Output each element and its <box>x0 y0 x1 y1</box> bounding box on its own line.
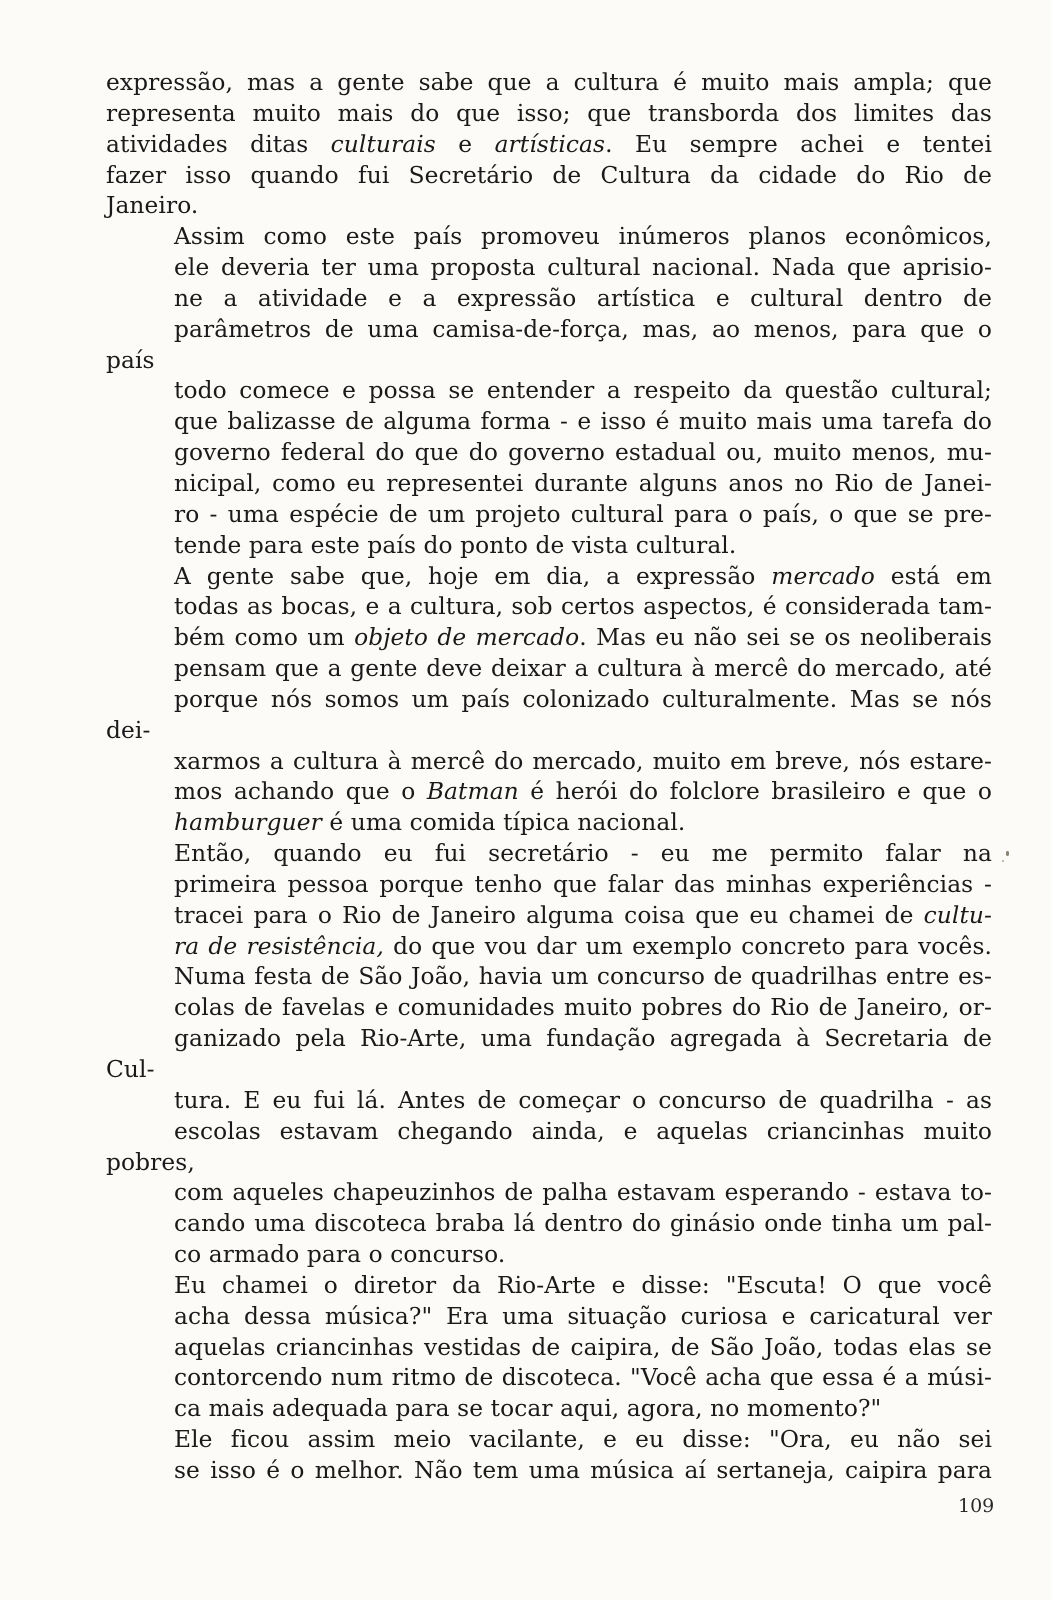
text-line <box>106 1333 992 1364</box>
text-line <box>106 592 992 623</box>
text-line <box>106 500 992 531</box>
text-segment: Eu chamei o diretor da Rio-Arte e disse: "Escuta! O que você <box>174 1271 992 1299</box>
text-segment: Assim como este país promoveu inúmeros planos econômicos, <box>174 223 992 251</box>
text-segment: que balizasse de alguma forma - e isso é muito mais uma tarefa do <box>174 408 992 436</box>
text-line <box>106 438 992 469</box>
text-segment: ganizado pela Rio-Arte, uma fundação agregada à Secretaria de Cul- <box>106 1025 992 1083</box>
text-line <box>106 191 992 222</box>
text-line <box>106 407 992 438</box>
text-line <box>106 1086 992 1117</box>
text-segment: acha dessa música?" Era uma situação curiosa e caricatural ver <box>174 1302 992 1330</box>
paragraph <box>106 1425 992 1487</box>
italic-text: objeto de mercado <box>354 624 580 652</box>
text-segment: é herói do folclore brasileiro e que o <box>518 778 992 806</box>
text-line <box>106 1024 992 1086</box>
text-line <box>106 1209 992 1240</box>
text-segment: colas de favelas e comunidades muito pobres do Rio de Janeiro, or- <box>174 994 992 1022</box>
text-segment: parâmetros de uma camisa-de-força, mas, ao menos, para que o país <box>106 315 992 374</box>
text-segment: se isso é o melhor. Não tem uma música aí sertaneja, caipira para <box>174 1456 992 1484</box>
body-text <box>106 68 992 1487</box>
paragraph <box>106 839 992 1271</box>
text-segment: fazer isso quando fui Secretário de Cultura da cidade do Rio de <box>106 161 992 189</box>
text-line <box>106 777 992 808</box>
text-line <box>106 315 992 377</box>
text-line <box>106 901 992 932</box>
text-segment: e <box>435 130 495 158</box>
text-line <box>106 562 992 593</box>
text-line <box>106 962 992 993</box>
italic-text: ra de resistência, <box>174 932 384 960</box>
text-line <box>106 469 992 500</box>
text-segment: co armado para o concurso. <box>174 1241 506 1269</box>
text-segment: tracei para o Rio de Janeiro alguma coisa que eu chamei de <box>174 901 924 929</box>
text-line <box>106 1240 992 1271</box>
text-line <box>106 654 992 685</box>
text-segment: aquelas criancinhas vestidas de caipira, de São João, todas elas se <box>174 1333 992 1361</box>
text-line <box>106 1271 992 1302</box>
text-segment: com aqueles chapeuzinhos de palha estavam esperando - estava to- <box>174 1179 992 1207</box>
text-segment: tura. E eu fui lá. Antes de começar o concurso de quadrilha - as <box>174 1086 992 1114</box>
text-segment: escolas estavam chegando ainda, e aquelas criancinhas muito pobres, <box>106 1117 992 1176</box>
paragraph <box>106 68 992 222</box>
paper-speck <box>1006 851 1009 856</box>
text-segment: todas as bocas, e a cultura, sob certos aspectos, é considerada tam- <box>174 593 992 621</box>
text-line <box>106 747 992 778</box>
text-segment: . Eu sempre achei e tentei <box>605 130 992 158</box>
text-segment: A gente sabe que, hoje em dia, a expressão <box>174 562 772 590</box>
text-segment: é uma comida típica nacional. <box>321 809 686 837</box>
italic-text: mercado <box>771 562 875 590</box>
text-segment: primeira pessoa porque tenho que falar das minhas experiências - <box>174 870 992 898</box>
text-segment: xarmos a cultura à mercê do mercado, muito em breve, nós estare- <box>174 747 992 775</box>
italic-text: hamburguer <box>174 809 322 837</box>
text-segment: . Mas eu não sei se os neoliberais <box>579 624 993 652</box>
text-segment: contorcendo num ritmo de discoteca. "Você acha que essa é a músi- <box>174 1364 992 1392</box>
text-line <box>106 1178 992 1209</box>
text-line <box>106 993 992 1024</box>
text-segment: representa muito mais do que isso; que transborda dos limites das <box>106 99 992 127</box>
text-segment: cando uma discoteca braba lá dentro do ginásio onde tinha um pal- <box>174 1210 992 1238</box>
text-segment: porque nós somos um país colonizado culturalmente. Mas se nós dei- <box>106 685 992 744</box>
paragraph <box>106 1271 992 1425</box>
text-line <box>106 1394 992 1425</box>
text-segment: mos achando que o <box>174 778 427 806</box>
italic-text: cultu- <box>923 901 992 929</box>
text-segment: ro - uma espécie de um projeto cultural para o país, o que se pre- <box>174 500 992 528</box>
text-line <box>106 68 992 99</box>
text-line <box>106 222 992 253</box>
text-line <box>106 1363 992 1394</box>
text-segment: expressão, mas a gente sabe que a cultura é muito mais ampla; que <box>106 69 992 96</box>
text-line <box>106 870 992 901</box>
text-segment: Janeiro. <box>106 192 199 220</box>
text-segment: tende para este país do ponto de vista cultural. <box>174 531 737 559</box>
text-segment: governo federal do que do governo estadual ou, muito menos, mu- <box>174 439 992 467</box>
text-segment: atividades ditas <box>106 130 331 158</box>
text-segment: ne a atividade e a expressão artística e cultural dentro de <box>174 284 992 312</box>
text-segment: ele deveria ter uma proposta cultural nacional. Nada que aprisio- <box>174 254 992 282</box>
text-segment: todo comece e possa se entender a respeito da questão cultural; <box>174 377 992 405</box>
italic-text: culturais <box>330 130 436 158</box>
text-line <box>106 1425 992 1456</box>
text-segment: Ele ficou assim meio vacilante, e eu disse: "Ora, eu não sei <box>174 1426 992 1454</box>
text-segment: está em <box>874 562 992 590</box>
text-line <box>106 839 992 870</box>
text-line <box>106 1456 992 1487</box>
text-line <box>106 284 992 315</box>
paragraph <box>106 222 992 561</box>
text-line <box>106 808 992 839</box>
text-line <box>106 685 992 747</box>
text-line <box>106 130 992 161</box>
text-segment: ca mais adequada para se tocar aqui, agora, no momento?" <box>174 1395 882 1423</box>
text-segment: pensam que a gente deve deixar a cultura à mercê do mercado, até <box>174 655 992 683</box>
text-line <box>106 376 992 407</box>
paragraph <box>106 562 992 840</box>
text-line <box>106 253 992 284</box>
italic-text: Batman <box>426 778 519 806</box>
paper-speck <box>1002 860 1004 862</box>
text-segment: bém como um <box>174 624 355 652</box>
text-line <box>106 161 992 192</box>
text-segment: Então, quando eu fui secretário - eu me permito falar na <box>174 840 992 868</box>
text-line <box>106 1117 992 1179</box>
text-segment: nicipal, como eu representei durante alguns anos no Rio de Janei- <box>174 469 992 497</box>
text-segment: do que vou dar um exemplo concreto para vocês. <box>383 932 993 960</box>
text-line <box>106 932 992 963</box>
italic-text: artísticas <box>494 130 606 158</box>
text-line <box>106 623 992 654</box>
text-line <box>106 99 992 130</box>
text-line <box>106 1302 992 1333</box>
page-number: 109 <box>958 1495 995 1517</box>
text-line <box>106 531 992 562</box>
text-segment: Numa festa de São João, havia um concurso de quadrilhas entre es- <box>174 963 992 991</box>
